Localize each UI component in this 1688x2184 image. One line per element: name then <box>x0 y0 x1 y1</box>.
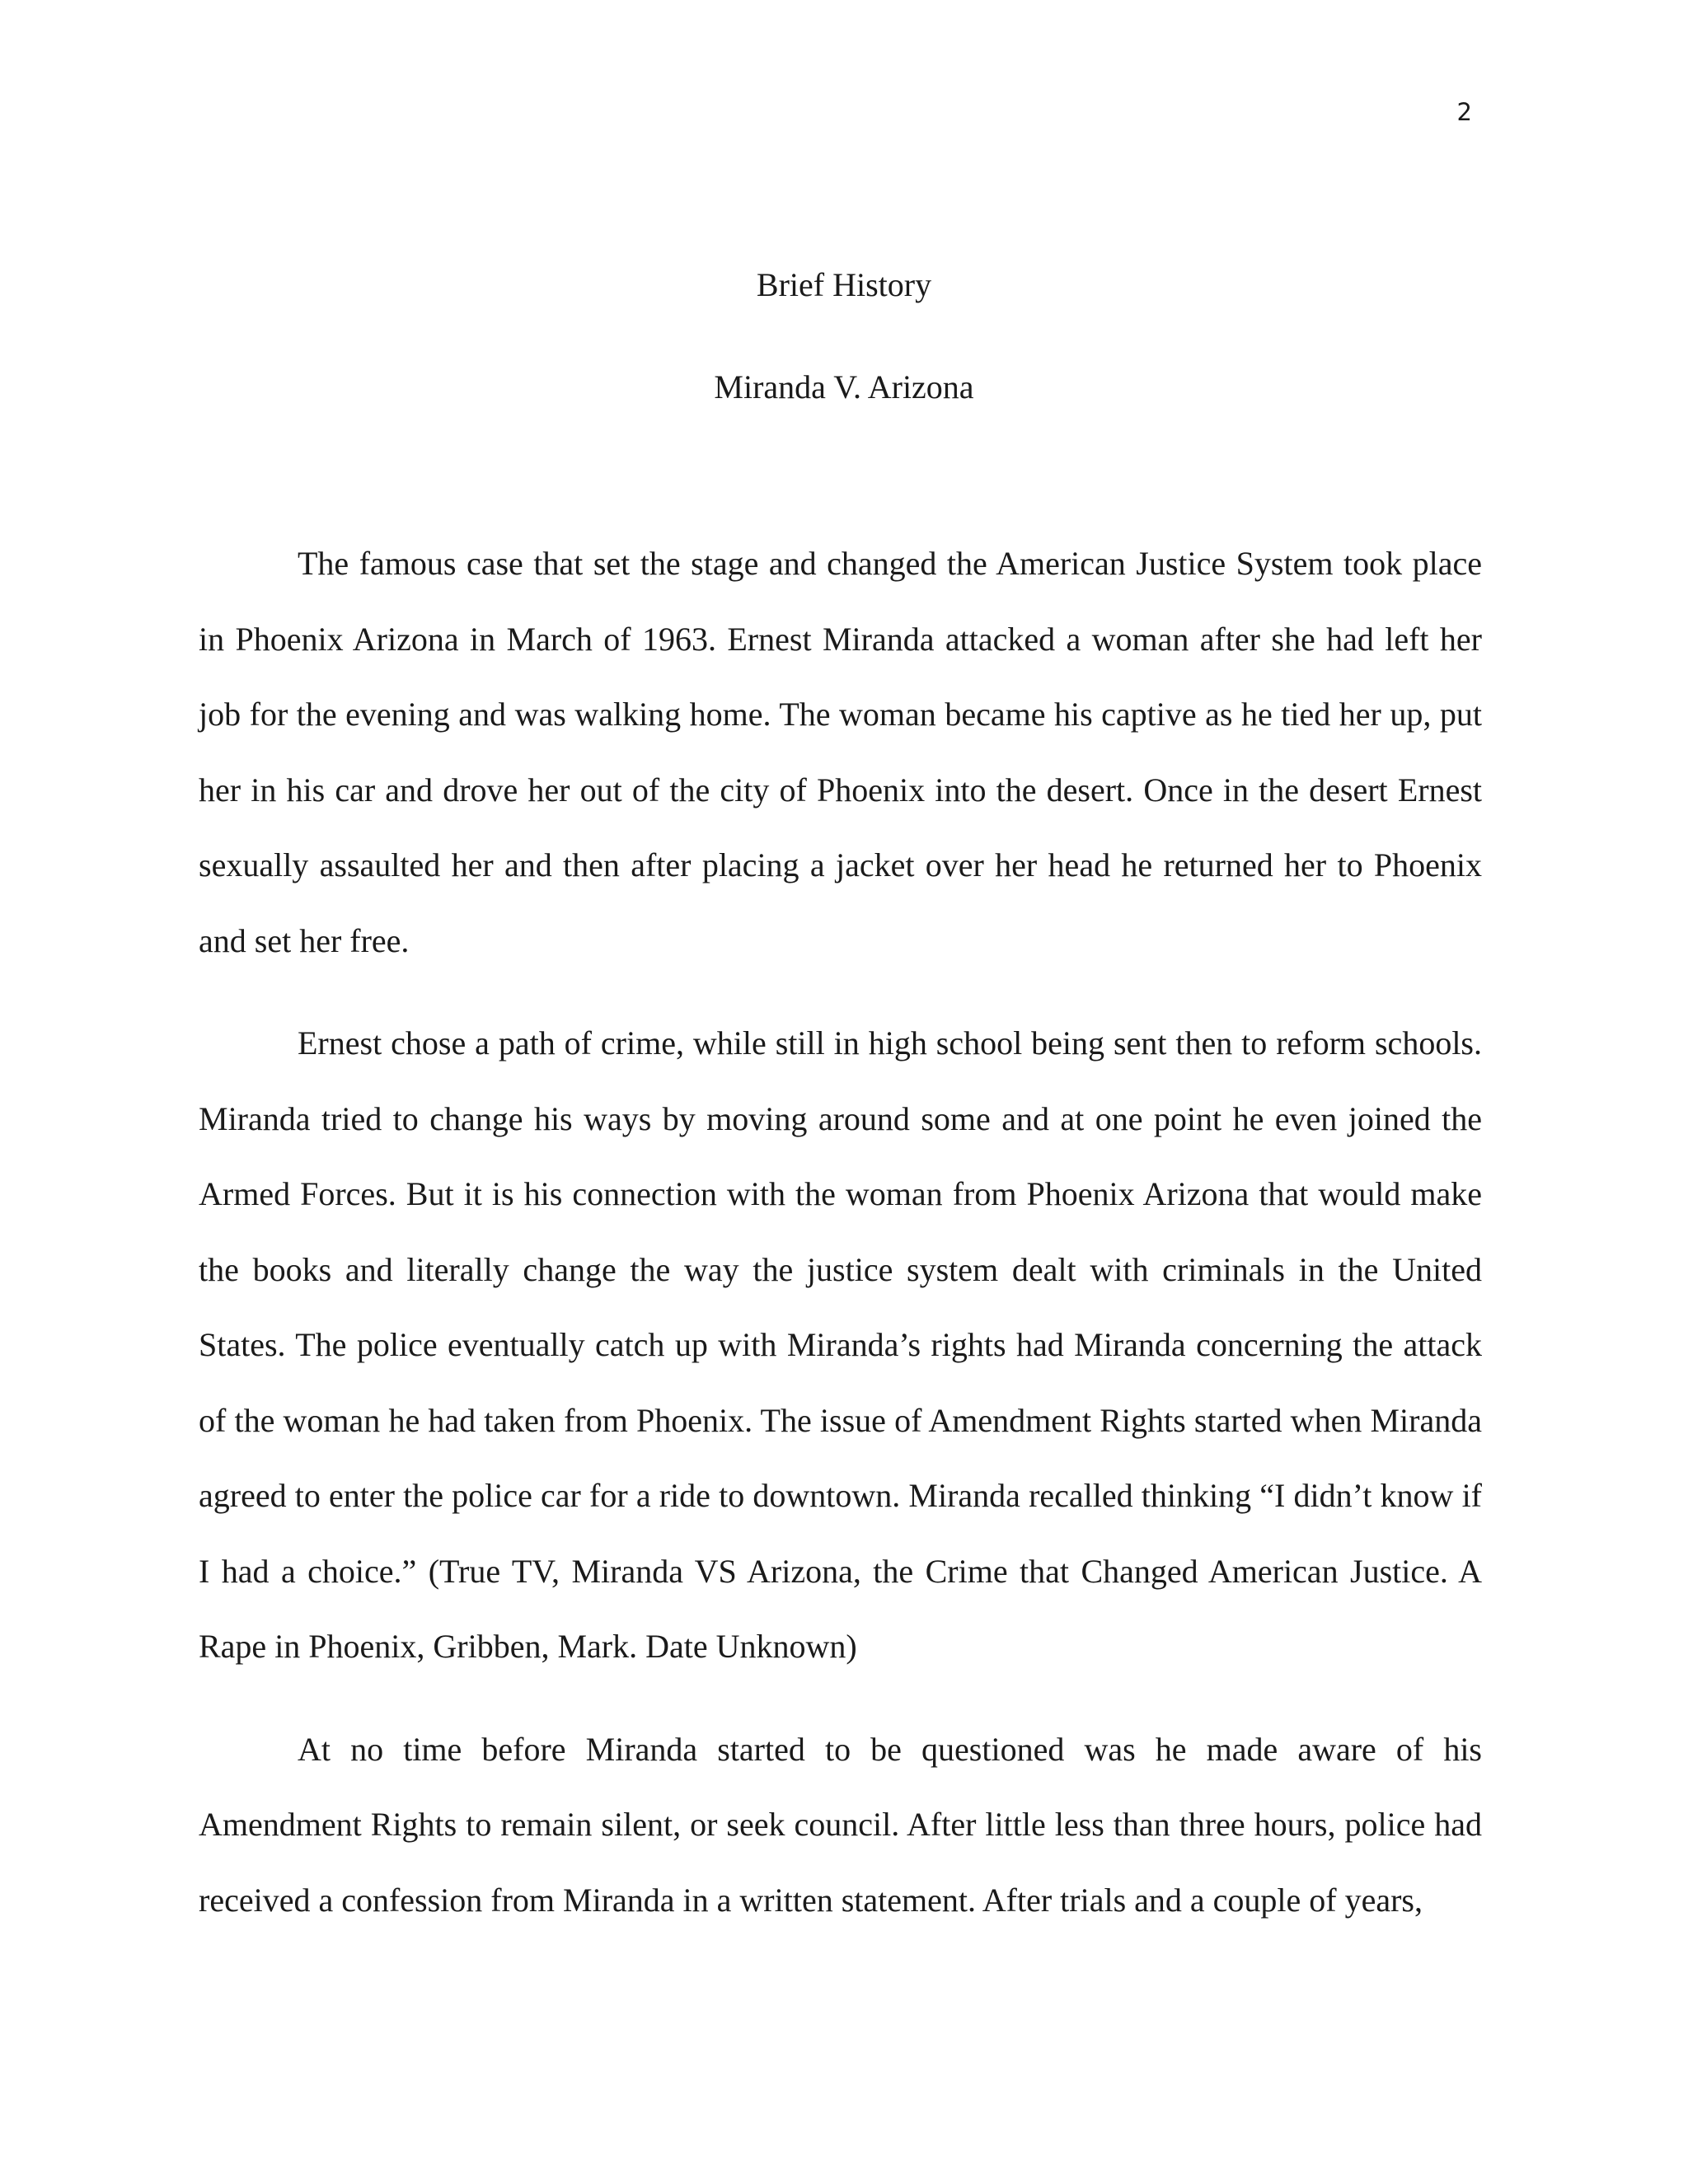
paragraph-2: Ernest chose a path of crime, while still in high school being sent then to reform schools. Miranda tried to change his ways by moving around some and at one point he even joined the Armed Forces. But it is his connection with the woman from Phoenix Arizona that would make the books and literally change the way the justice system dealt with criminals in the United States. The police eventually catch up with Miranda’s rights had Miranda concerning the attack of the woman he had taken from Phoenix. The issue of Amendment Rights started when Miranda agreed to enter the police car for a ride to downtown. Miranda recalled thinking “I didn’t know if I had a choice.” (True TV, Miranda VS Arizona, the Crime that Changed American Justice. A Rape in Phoenix, Gribben, Mark. Date Unknown) <box>199 1024 1482 1665</box>
paragraph-1: The famous case that set the stage and changed the American Justice System took place in Phoenix Arizona in March of 1963. Ernest Miranda attacked a woman after she had left her job for the evening and was walking home. The woman became his captive as he tied her up, put her in his car and drove her out of the city of Phoenix into the desert. Once in the desert Ernest sexually assaulted her and then after placing a jacket over her head he returned her to Phoenix and set her free. <box>199 545 1482 959</box>
page-number: 2 <box>1456 98 1472 126</box>
section-subtitle: Miranda V. Arizona <box>714 368 974 405</box>
section-title: Brief History <box>756 266 932 303</box>
body-text <box>199 526 1482 1965</box>
paragraph-3: At no time before Miranda started to be questioned was he made aware of his Amendment Rights to remain silent, or seek council. After little less than three hours, police had received a confession from Miranda in a written statement. After trials and a couple of years, <box>199 1730 1482 1919</box>
